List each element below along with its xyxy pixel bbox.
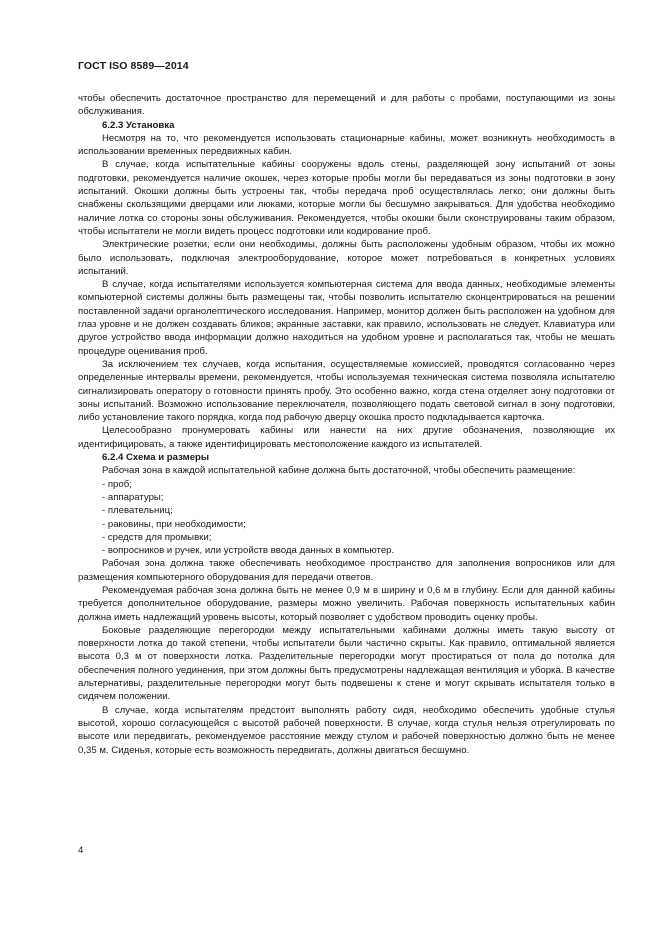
paragraph: Электрические розетки, если они необходимы, должны быть расположены удобным образом, чтобы их можно было использовать, подключая электрооборудование, которое может потребоваться в конкретных условиях испытаний. — [78, 239, 615, 277]
list-item: - аппаратуры; — [102, 491, 164, 503]
paragraph: В случае, когда испытателями используется компьютерная система для ввода данных, необходимые элементы компьютерной системы должны быть размещены так, чтобы позволить испытателю сконцентрироваться на решении поставленной задачи органолептического исследования. Например, монитор должен быть расположен на удобном для глаз уровне и не должен создавать бликов; экранные заставки, как правило, использовать не следует. Клавиатура или другое устройство ввода информации должно находиться на удобном уровне и располагаться так, чтобы не мешать процедуре оценивания проб. — [78, 279, 615, 357]
paragraph: Несмотря на то, что рекомендуется использовать стационарные кабины, может возникнуть необходимость в использовании временных передвижных кабин. — [78, 132, 615, 158]
list-item: - вопросников и ручек, или устройств ввода данных в компьютер. — [102, 545, 395, 557]
section-heading-6-2-4: 6.2.4 Схема и размеры — [102, 452, 210, 464]
list-item: - плевательниц; — [102, 505, 173, 517]
document-standard-header: ГОСТ ISO 8589—2014 — [78, 60, 189, 72]
paragraph: Боковые разделяющие перегородки между испытательными кабинами должны иметь такую высоту от поверхности лотка до такой степени, чтобы испытатели были частично скрыты. Как правило, оптимальной является высота 0,3 м от поверхности лотка. Разделительные перегородки могут простираться от пола до потолка для обеспечения полного уединения, при этом должны быть предусмотрены надлежащая вентиляция и уборка. В качестве альтернативы, разделительные перегородки могут быть подвешены к стене и могут скрывать испытателя только в сидячем положении. — [78, 624, 615, 703]
list-item: - средств для промывки; — [102, 531, 212, 543]
paragraph: Рабочая зона в каждой испытательной кабине должна быть достаточной, чтобы обеспечить размещение: — [102, 465, 576, 477]
paragraph: Целесообразно пронумеровать кабины или нанести на них другие обозначения, позволяющие их идентифицировать, а также идентифицировать местоположение каждого из испытателей. — [78, 425, 615, 450]
section-heading-6-2-3: 6.2.3 Установка — [102, 119, 175, 131]
list-item: - проб; — [102, 478, 132, 490]
placement-list — [78, 478, 615, 558]
paragraph: Рабочая зона должна также обеспечивать необходимое пространство для заполнения вопросников или для размещения компьютерного оборудования для передачи ответов. — [78, 558, 615, 583]
paragraph: В случае, когда испытателям предстоит выполнять работу сидя, необходимо обеспечить удобные стулья высотой, хорошо согласующейся с высотой рабочей поверхности. В случае, когда стулья нельзя отрегулировать по высоте или передвигать, рекомендуемое расстояние между стулом и рабочей поверхностью должно быть не менее 0,35 м. Сиденья, которые есть возможность передвигать, должны двигаться бесшумно. — [78, 704, 615, 756]
document-body — [78, 92, 615, 757]
paragraph: В случае, когда испытательные кабины сооружены вдоль стены, разделяющей зону испытаний от зоны подготовки, рекомендуется наличие окошек, через которые пробы могли бы передаваться из зоны подготовки в зону испытаний. Окошки должны быть устроены так, чтобы передача проб осуществлялась легко; они должны быть снабжены скользящими дверцами или люками, которые могли бы бесшумно закрываться. Для удобства необходимо наличие лотка со стороны зоны обслуживания. Рекомендуется, чтобы окошки были сконструированы таким образом, чтобы испытатели не могли видеть процесс подготовки или кодирование проб. — [78, 159, 615, 237]
list-item: - раковины, при необходимости; — [102, 518, 246, 530]
intro-paragraph: чтобы обеспечить достаточное пространство для перемещений и для работы с пробами, поступающими из зоны обслуживания. — [78, 93, 615, 118]
paragraph: Рекомендуемая рабочая зона должна быть не менее 0,9 м в ширину и 0,6 м в глубину. Если для данной кабины требуется дополнительное оборудование, размеры можно увеличить. Рабочая поверхность испытательных кабин должна иметь надлежащий уровень высоты, который позволяет с удобством проводить оценку пробы. — [78, 584, 615, 623]
paragraph: За исключением тех случаев, когда испытания, осуществляемые комиссией, проводятся согласованно через определенные интервалы времени, рекомендуется, чтобы используемая техническая система позволяла испытателю сигнализировать оператору о готовности принять пробу. Это особенно важно, когда стена отделяет зону подготовки от зоны испытаний. Возможно использование переключателя, позволяющего подать световой сигнал в зону подготовки, либо установление такого порядка, когда под рабочую дверцу окошка просто подкладывается карточка. — [78, 358, 615, 424]
page-number: 4 — [78, 845, 84, 856]
